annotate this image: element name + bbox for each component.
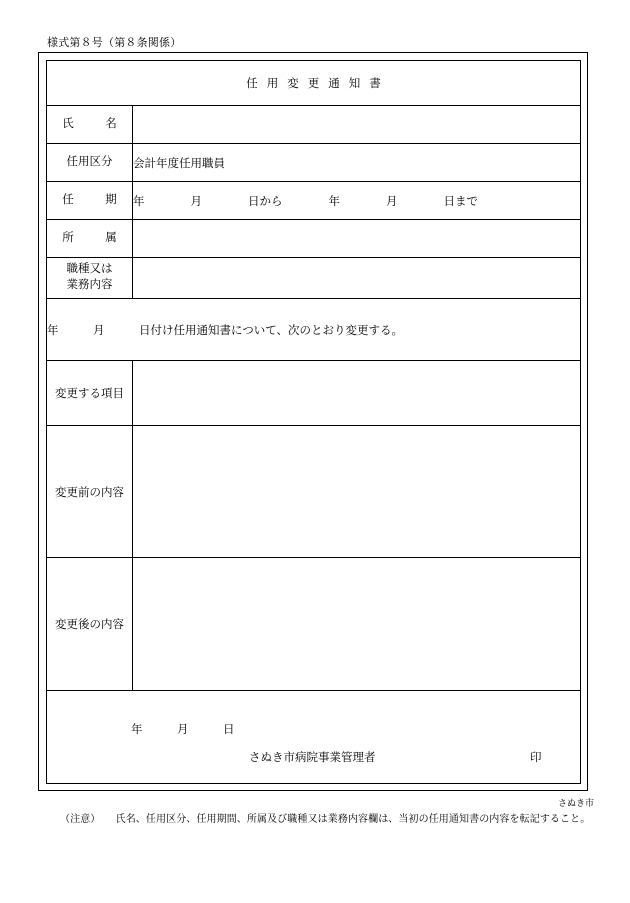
- field-appointment-type-value[interactable]: 会計年度任用職員: [133, 144, 581, 182]
- table-row-statement: [47, 299, 581, 361]
- field-before-content-value[interactable]: [133, 426, 581, 558]
- table-row-after-content: [47, 558, 581, 691]
- table-row-change-item: [47, 361, 581, 426]
- signature-date[interactable]: 年 月 日: [131, 724, 235, 736]
- table-row-term: [47, 182, 581, 220]
- table-row-name: [47, 106, 581, 144]
- label-affiliation: 所 属: [47, 220, 133, 258]
- label-name: 氏 名: [47, 106, 133, 144]
- notification-form-table: [46, 60, 581, 784]
- seal-mark: 印: [530, 752, 542, 764]
- signature-block: [47, 691, 581, 784]
- table-row-appointment-type: [47, 144, 581, 182]
- table-row-title: [47, 61, 581, 106]
- label-before-content: 変更前の内容: [47, 426, 133, 558]
- table-row-signature: [47, 691, 581, 784]
- field-after-content-value[interactable]: [133, 558, 581, 691]
- footer-note: （注意） 氏名、任用区分、任用期間、所属及び職種又は業務内容欄は、当初の任用通知書の内容を転記すること。: [60, 814, 591, 825]
- table-row-affiliation: [47, 220, 581, 258]
- change-statement: 年 月 日付け任用通知書について、次のとおり変更する。: [47, 299, 581, 361]
- label-appointment-type: 任用区分: [47, 144, 133, 182]
- label-change-item: 変更する項目: [47, 361, 133, 426]
- label-term: 任 期: [47, 182, 133, 220]
- form-number: 様式第８号（第８条関係）: [47, 37, 182, 49]
- label-job-description: 職種又は 業務内容: [47, 258, 133, 299]
- field-change-item-value[interactable]: [133, 361, 581, 426]
- field-affiliation-value[interactable]: [133, 220, 581, 258]
- table-row-job-description: [47, 258, 581, 299]
- signature-issuer: さぬき市病院事業管理者: [249, 752, 376, 764]
- table-row-before-content: [47, 426, 581, 558]
- field-term-value[interactable]: 年 月 日から 年 月 日まで: [133, 182, 581, 220]
- page-title: 任用変更通知書: [47, 61, 581, 106]
- label-after-content: 変更後の内容: [47, 558, 133, 691]
- city-mark: さぬき市: [557, 798, 594, 808]
- field-name-value[interactable]: [133, 106, 581, 144]
- field-job-description-value[interactable]: [133, 258, 581, 299]
